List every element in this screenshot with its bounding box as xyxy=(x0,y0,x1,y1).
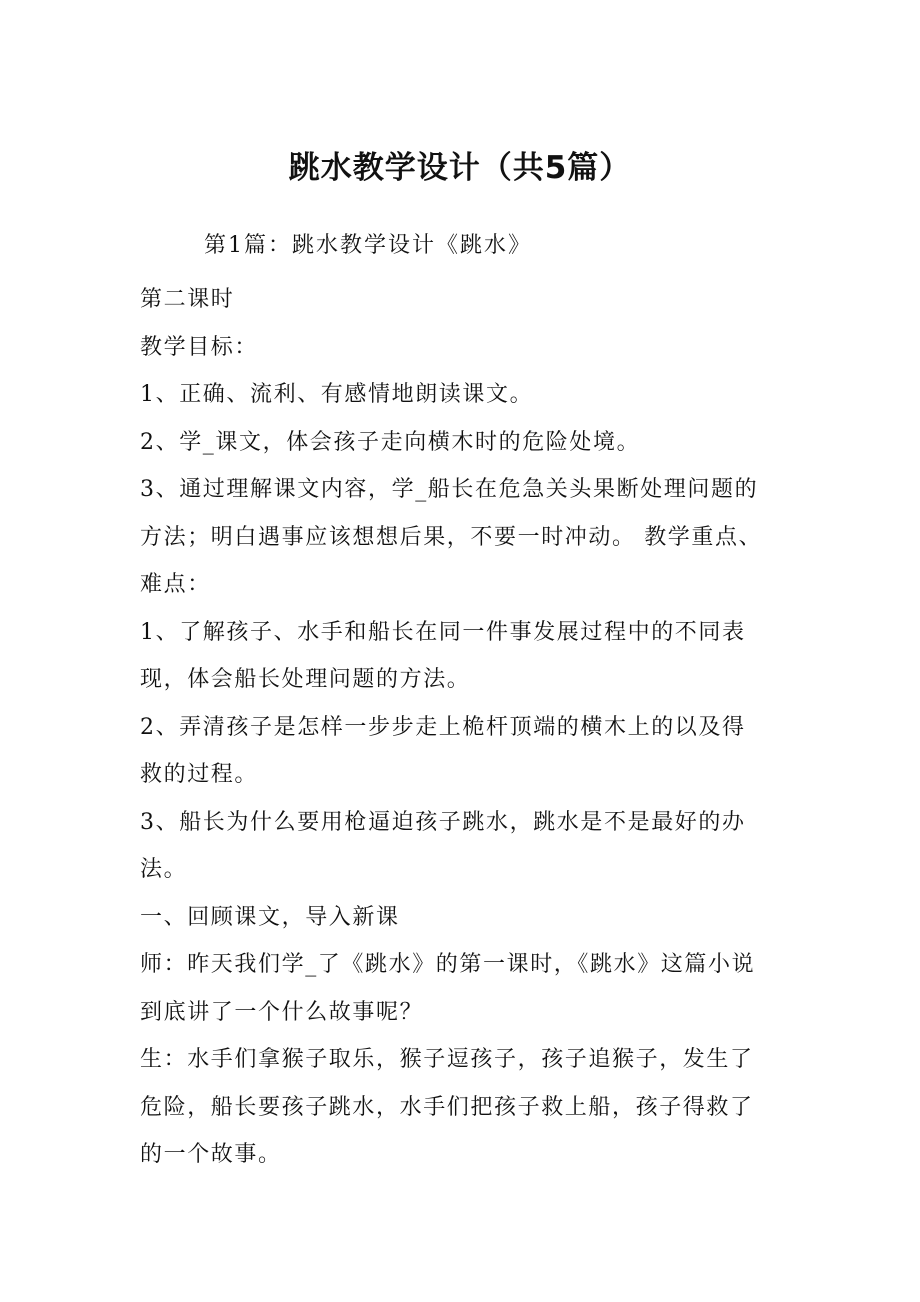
text-line: 3、通过理解课文内容，学_船长在危急关头果断处理问题的 xyxy=(140,477,759,502)
text-line: 2、学_课文，体会孩子走向横木时的危险处境。 xyxy=(140,429,641,455)
text-line: 法。 xyxy=(140,857,188,882)
text-line: 一、回顾课文，导入新课 xyxy=(140,904,400,930)
text-line: 1、正确、流利、有感情地朗读课文。 xyxy=(140,382,534,407)
text-line: 到底讲了一个什么故事呢？ xyxy=(140,999,424,1025)
text-line: 第二课时 xyxy=(140,287,235,312)
section-heading: 第1篇：跳水教学设计《跳水》 xyxy=(204,233,532,258)
text-line: 3、船长为什么要用枪逼迫孩子跳水，跳水是不是最好的办 xyxy=(140,809,746,835)
text-line: 2、弄清孩子是怎样一步步走上桅杆顶端的横木上的以及得 xyxy=(140,714,746,740)
text-line: 难点： xyxy=(140,572,211,597)
text-line: 的一个故事。 xyxy=(140,1142,282,1167)
text-line: 危险，船长要孩子跳水，水手们把孩子救上船，孩子得救了 xyxy=(140,1094,754,1120)
document-body xyxy=(140,276,792,1179)
text-line: 生：水手们拿猴子取乐，猴子逗孩子，孩子追猴子，发生了 xyxy=(140,1047,754,1072)
text-line: 救的过程。 xyxy=(140,762,259,787)
text-line: 师：昨天我们学_了《跳水》的第一课时，《跳水》这篇小说 xyxy=(140,952,756,977)
document-title: 跳水教学设计（共5篇） xyxy=(288,150,632,186)
text-line: 现，体会船长处理问题的方法。 xyxy=(140,667,471,692)
text-line: 1、了解孩子、水手和船长在同一件事发展过程中的不同表 xyxy=(140,619,746,645)
text-line: 方法；明白遇事应该想想后果，不要一时冲动。 教学重点、 xyxy=(140,524,763,550)
text-line: 教学目标： xyxy=(140,334,259,360)
